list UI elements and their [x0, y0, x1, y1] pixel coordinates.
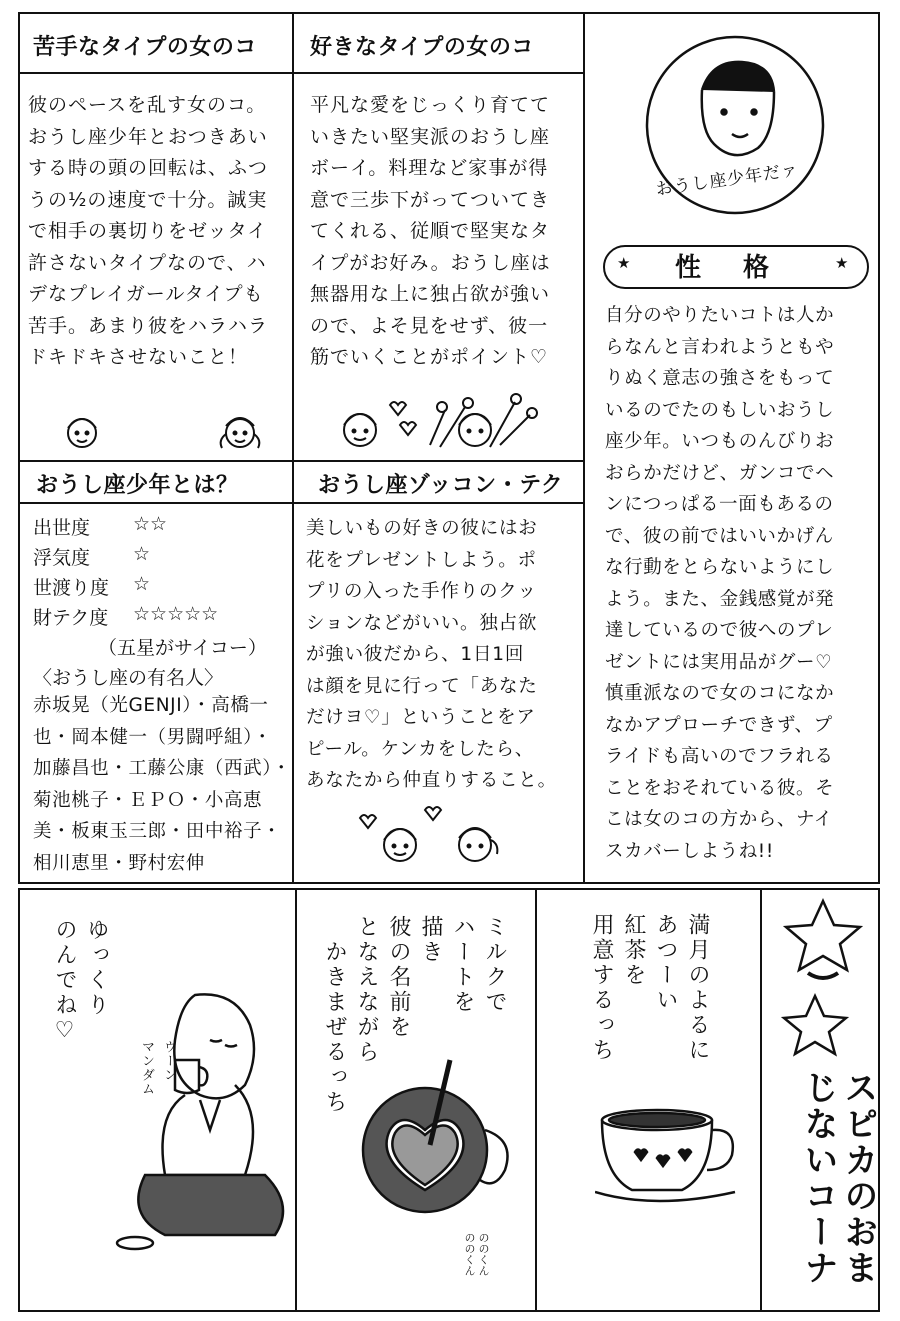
stat-row	[33, 543, 151, 570]
dislike-heading: 苦手なタイプの女のコ	[33, 35, 257, 60]
stat-row	[33, 603, 219, 630]
famous-list: 赤坂晃（光GENJI）・高橋一 也・岡本健一（男闘呼組）・ 加藤昌也・工藤公康（西武）・ 菊池桃子・ＥＰＯ・小高恵 美・板東玉三郎・田中裕子・ 相川恵里・野村宏伸	[33, 695, 292, 874]
portrait-caption: おうし座少年だァ	[654, 160, 801, 200]
doodle-couple-flowers	[330, 385, 550, 465]
stat-stars: ☆☆	[133, 513, 168, 535]
charm-panel1-text: ゆっくり のんでね♡	[52, 918, 109, 1046]
charm-panel1-sfx: ウーン マンダム	[139, 1040, 176, 1096]
star-icon: ★	[617, 254, 631, 272]
charm-corner-title: スピカのおまじないコーナ	[798, 1070, 878, 1286]
tea-cup-illustration	[595, 1100, 745, 1210]
divider	[760, 888, 762, 1312]
stat-row	[33, 513, 168, 540]
charm-panel3-text: 満月のよるに あつーい 紅茶を 用意するっち	[589, 913, 710, 1063]
like-heading: 好きなタイプの女のコ	[310, 35, 534, 60]
stat-label: 出世度	[33, 517, 91, 539]
dislike-body: 彼のペースを乱す女のコ。 おうし座少年とおつきあい する時の頭の回転は、ふつ うの½の速度で十分。誠実 で相手の裏切りをゼッタイ 許さないタイプなので、ハ デなプレイガールタイプも 苦手。あまり彼をハラハラ ドキドキさせないこと！	[28, 94, 269, 368]
doodle-couple-hearts	[340, 800, 540, 875]
divider	[583, 12, 585, 884]
stat-stars: ☆☆☆☆☆	[133, 603, 219, 625]
divider	[18, 502, 583, 504]
personality-heading: 性 格	[675, 253, 778, 283]
charm-panel2-sfx: ののくん ののくん	[463, 1232, 490, 1276]
divider	[535, 888, 537, 1312]
stat-stars: ☆	[133, 543, 151, 565]
about-heading: おうし座少年とは？	[36, 473, 239, 498]
star-character-icon	[768, 895, 878, 985]
personality-body: 自分のやりたいコトは人か らなんと言われようともや りぬく意志の強さをもって いるのでたのもしいおうし 座少年。いつものんびりお おらかだけど、ガンコでヘ ンにつっぱる一面もあるの で、彼の前ではいいかげん な行動をとらないようにし よう。また、金銭感覚が発 達しているので彼へのプレ ゼントには実用品がグー♡ 慎重派なので女のコになか なかアプローチできず、プ ライドも高いのでフラれる ことをおそれている彼。そ こは女のコの方から、ナイ スカバーしようね!!	[605, 305, 835, 862]
star-icon: ★	[835, 254, 849, 272]
divider	[295, 888, 297, 1312]
technique-heading: おうし座ゾッコン・テク	[318, 473, 564, 498]
girl-drinking-illustration	[115, 985, 285, 1275]
technique-body: 美しいもの好きの彼にはお 花をプレゼントしよう。ポ プリの入った手作りのクッ ションなどがいい。独占欲 が強い彼だから、1日1回 は顔を見に行って「あなた だけヨ♡」ということをア ピール。ケンカをしたら、 あなたから仲直りすること。	[306, 518, 557, 791]
stat-label: 世渡り度	[33, 577, 110, 599]
divider	[292, 12, 294, 884]
star-character-icon	[770, 990, 860, 1070]
charm-panel2-text: ミルクで ハートを 描き 彼の名前を となえながら かきまぜるっち	[322, 915, 507, 1115]
star-note: （五星がサイコー）	[98, 637, 267, 659]
stat-label: 財テク度	[33, 607, 109, 629]
divider	[18, 72, 583, 74]
stat-stars: ☆	[133, 573, 151, 595]
like-body: 平凡な愛をじっくり育てて いきたい堅実派のおうし座 ボーイ。料理など家事が得 意で三歩下がってついてき てくれる、従順で堅実なタ イプがお好み。おうし座は 無器用な上に独占欲が強い ので、よそ見をせず、彼一 筋でいくことがポイント♡	[310, 94, 551, 368]
famous-heading: 〈おうし座の有名人〉	[33, 667, 224, 689]
stat-row	[33, 573, 151, 600]
doodle-faces-left	[30, 400, 290, 460]
milk-heart-cup-illustration	[355, 1050, 525, 1250]
stat-label: 浮気度	[33, 547, 91, 569]
